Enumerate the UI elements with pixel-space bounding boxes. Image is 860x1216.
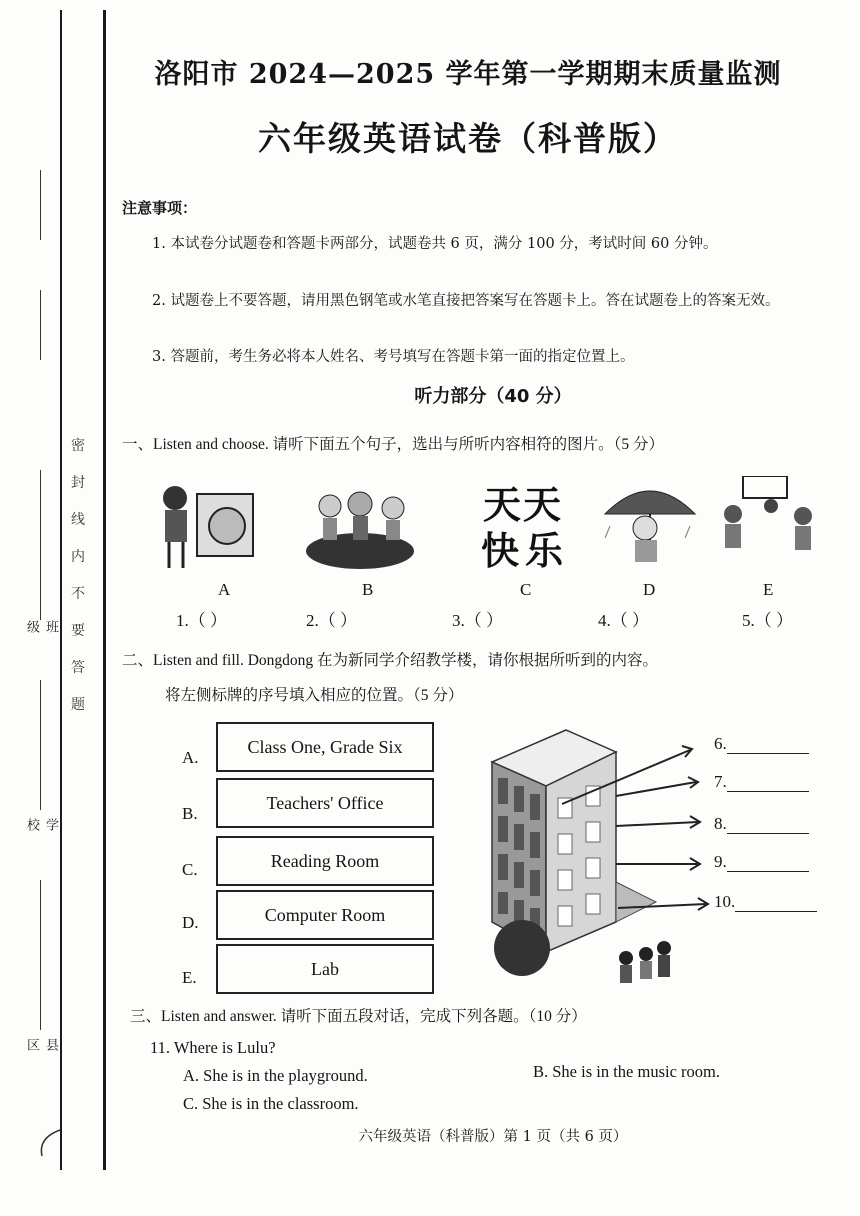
section3-instruction: 三、Listen and answer. 请听下面五段对话，完成下列各题。（10 分） <box>130 1008 587 1025</box>
school-building-illustration <box>486 712 718 992</box>
sign-box-a: Class One, Grade Six <box>216 722 434 772</box>
happy-chinese-calligraphy-icon <box>475 476 585 576</box>
fill-blank-7[interactable]: 7. <box>714 772 809 792</box>
fill-blank-9[interactable]: 9. <box>714 852 809 872</box>
sign-box-c: Reading Room <box>216 836 434 886</box>
kids-basketball-icon <box>715 476 825 576</box>
answer-blank-1[interactable]: 1.（ ） <box>176 611 227 630</box>
note-item-3: 3. 答题前，考生务必将本人姓名、考号填写在答题卡第一面的指定位置上。 <box>152 349 635 365</box>
picture-label-c: C <box>520 580 532 599</box>
sign-letter-e: E. <box>182 968 197 987</box>
picture-label-a: A <box>218 580 231 599</box>
section1-instruction: 一、Listen and choose. 请听下面五个句子，选出与所听内容相符的图片。（5 分） <box>122 436 665 453</box>
kids-running-race-icon <box>305 476 415 576</box>
notes-title: 注意事项： <box>122 199 198 217</box>
answer-blank-2[interactable]: 2.（ ） <box>306 611 357 630</box>
girl-washing-machine-icon <box>155 476 265 576</box>
question-11: 11. Where is Lulu? <box>150 1038 276 1057</box>
side-label-class: 班级 <box>24 620 58 633</box>
page-footer: 六年级英语（科普版）第 1 页（共 6 页） <box>358 1129 628 1145</box>
question-11-option-b[interactable]: B. She is in the music room. <box>533 1062 720 1081</box>
answer-blank-4[interactable]: 4.（ ） <box>598 611 649 630</box>
side-label-school: 学校 <box>24 818 58 831</box>
sign-box-d: Computer Room <box>216 890 434 940</box>
side-label-district: 县区 <box>24 1038 58 1051</box>
seal-line-note: 密 封 线 内 不 要 答 题 <box>71 438 85 713</box>
sign-box-b: Teachers' Office <box>216 778 434 828</box>
sign-letter-d: D. <box>182 913 199 932</box>
exam-title: 洛阳市 2024—2025 学年第一学期期末质量监测 <box>154 59 782 90</box>
binding-line-right <box>103 10 106 1170</box>
svg-text:快: 快 <box>481 529 520 573</box>
picture-label-d: D <box>643 580 656 599</box>
question-11-option-c[interactable]: C. She is in the classroom. <box>183 1094 359 1113</box>
fill-blank-10[interactable]: 10. <box>714 892 817 912</box>
question-11-option-a[interactable]: A. She is in the playground. <box>183 1066 368 1085</box>
sign-box-e: Lab <box>216 944 434 994</box>
exam-subtitle: 六年级英语试卷（科普版） <box>258 119 678 158</box>
binding-line-left <box>60 10 62 1170</box>
answer-blank-3[interactable]: 3.（ ） <box>452 611 503 630</box>
picture-label-b: B <box>362 580 374 599</box>
fill-blank-8[interactable]: 8. <box>714 814 809 834</box>
section2-instruction-line2: 将左侧标牌的序号填入相应的位置。（5 分） <box>165 687 464 704</box>
bracket-mark <box>34 1128 64 1158</box>
picture-label-e: E <box>763 580 774 599</box>
answer-blank-5[interactable]: 5.（ ） <box>742 611 793 630</box>
svg-text:天: 天 <box>523 483 562 527</box>
fill-blank-6[interactable]: 6. <box>714 734 809 754</box>
sign-letter-b: B. <box>182 804 198 823</box>
girl-umbrella-rain-icon <box>595 476 705 576</box>
svg-text:天: 天 <box>483 483 522 527</box>
sign-letter-c: C. <box>182 860 198 879</box>
listening-section-title: 听力部分（40 分） <box>414 386 572 407</box>
note-item-2: 2. 试题卷上不要答题，请用黑色钢笔或水笔直接把答案写在答题卡上。答在试题卷上的答案无效。 <box>152 293 780 309</box>
note-item-1: 1. 本试卷分试题卷和答题卡两部分，试题卷共 6 页，满分 100 分，考试时间 60 分钟。 <box>152 236 718 252</box>
sign-letter-a: A. <box>182 748 199 767</box>
svg-text:乐: 乐 <box>525 529 564 573</box>
section2-instruction-line1: 二、Listen and fill. Dongdong 在为新同学介绍教学楼，请你根据所听到的内容。 <box>122 652 659 669</box>
